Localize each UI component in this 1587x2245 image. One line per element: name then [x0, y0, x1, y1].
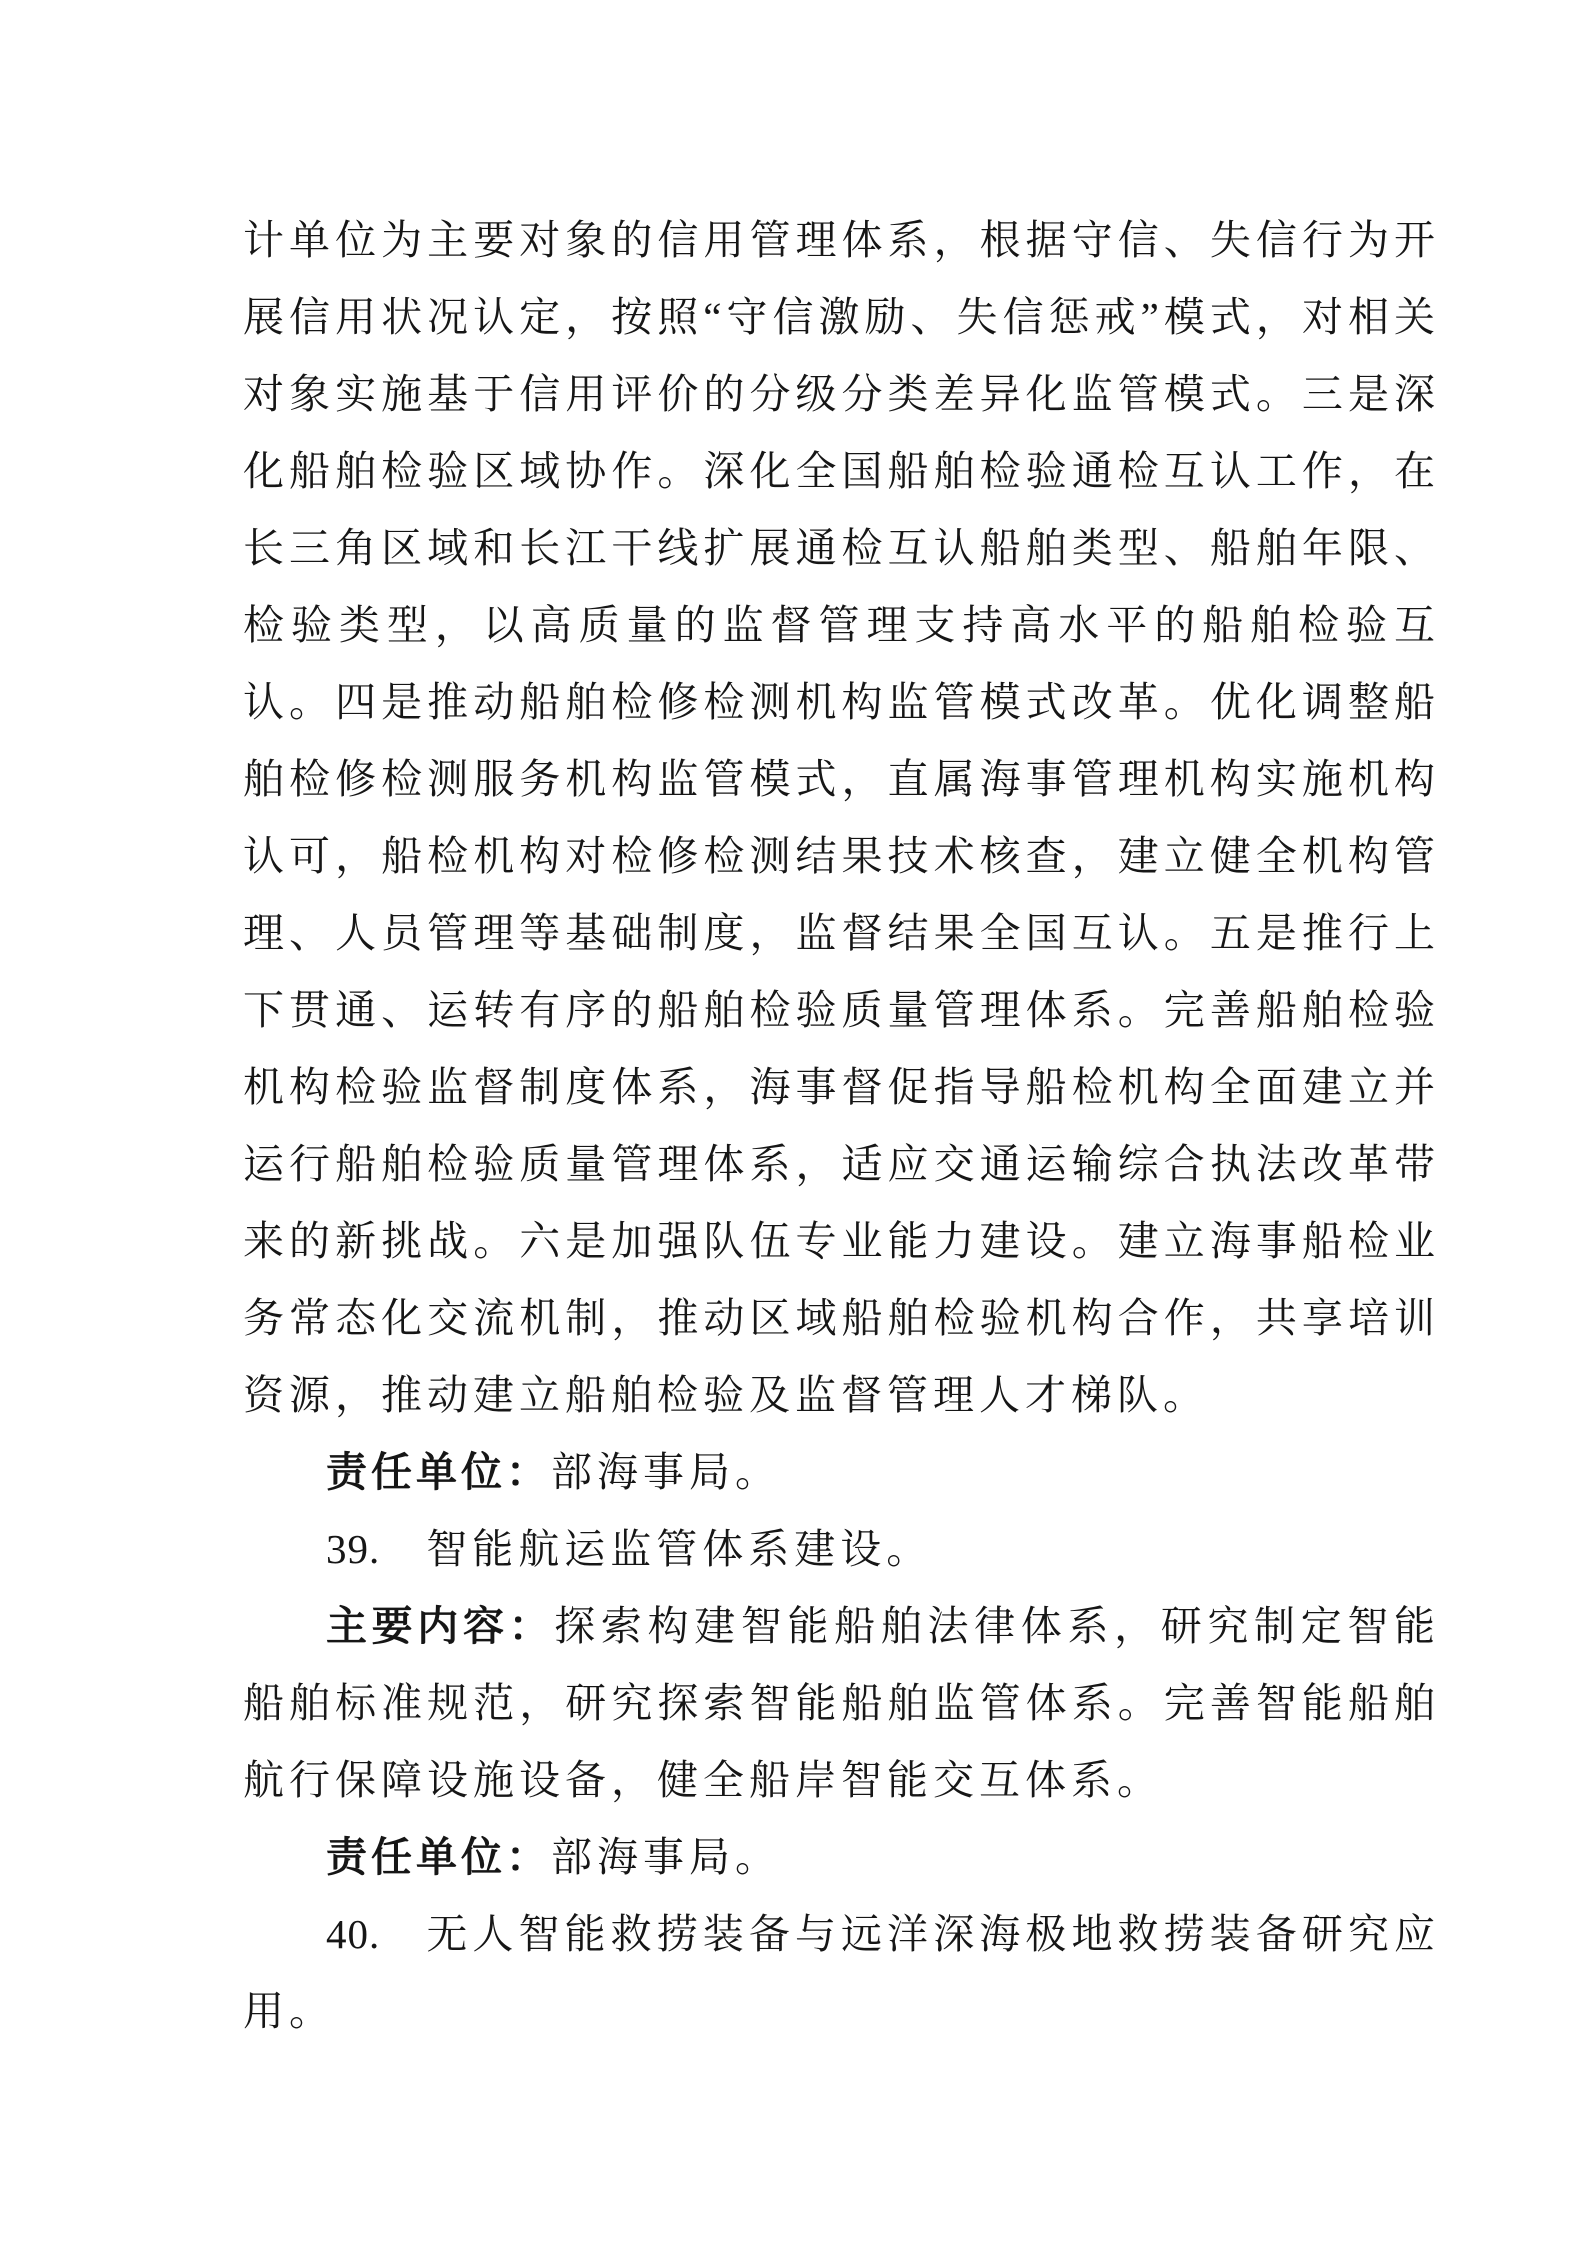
item-number: 39.: [326, 1526, 381, 1572]
section-label: 责任单位：: [326, 1449, 551, 1495]
paragraph-text: 计单位为主要对象的信用管理体系，根据守信、失信行为开展信用状况认定，按照“守信激励、失信惩戒”模式，对相关对象实施基于信用评价的分级分类差异化监管模式。三是深化船舶检验区域协作。深化全国船舶检验通检互认工作，在长三角区域和长江干线扩展通检互认船舶类型、船舶年限、检验类型，以高质量的监督管理支持高水平的船舶检验互认。四是推动船舶检修检测机构监管模式改革。优化调整船舶检修检测服务机构监管模式，直属海事管理机构实施机构认可，船检机构对检修检测结果技术核查，建立健全机构管理、人员管理等基础制度，监督结果全国互认。五是推行上下贯通、运转有序的船舶检验质量管理体系。完善船舶检验机构检验监督制度体系，海事督促指导船检机构全面建立并运行船舶检验质量管理体系，适应交通运输综合执法改革带来的新挑战。六是加强队伍专业能力建设。建立海事船检业务常态化交流机制，推动区域船舶检验机构合作，共享培训资源，推动建立船舶检验及监督管理人才梯队。: [243, 217, 1440, 1418]
document-text-block: [243, 202, 1440, 2050]
item-number: 40.: [326, 1911, 381, 1957]
item-title-paragraph: [243, 1896, 1440, 2050]
item-title-text: 智能航运监管体系建设。: [426, 1526, 933, 1572]
labeled-paragraph: [243, 1819, 1440, 1896]
body-paragraph: [243, 202, 1440, 1434]
labeled-paragraph: [243, 1434, 1440, 1511]
item-title-paragraph: [243, 1511, 1440, 1588]
paragraph-text: 探索构建智能船舶法律体系，研究制定智能船舶标准规范，研究探索智能船舶监管体系。完善智能船舶航行保障设施设备，健全船岸智能交互体系。: [243, 1603, 1441, 1803]
item-title-text: 无人智能救捞装备与远洋深海极地救捞装备研究应用。: [243, 1911, 1440, 2034]
section-label: 主要内容：: [326, 1603, 555, 1649]
section-label: 责任单位：: [326, 1834, 551, 1880]
labeled-paragraph: [243, 1588, 1440, 1819]
paragraph-text: 部海事局。: [551, 1834, 781, 1880]
paragraph-text: 部海事局。: [551, 1449, 781, 1495]
